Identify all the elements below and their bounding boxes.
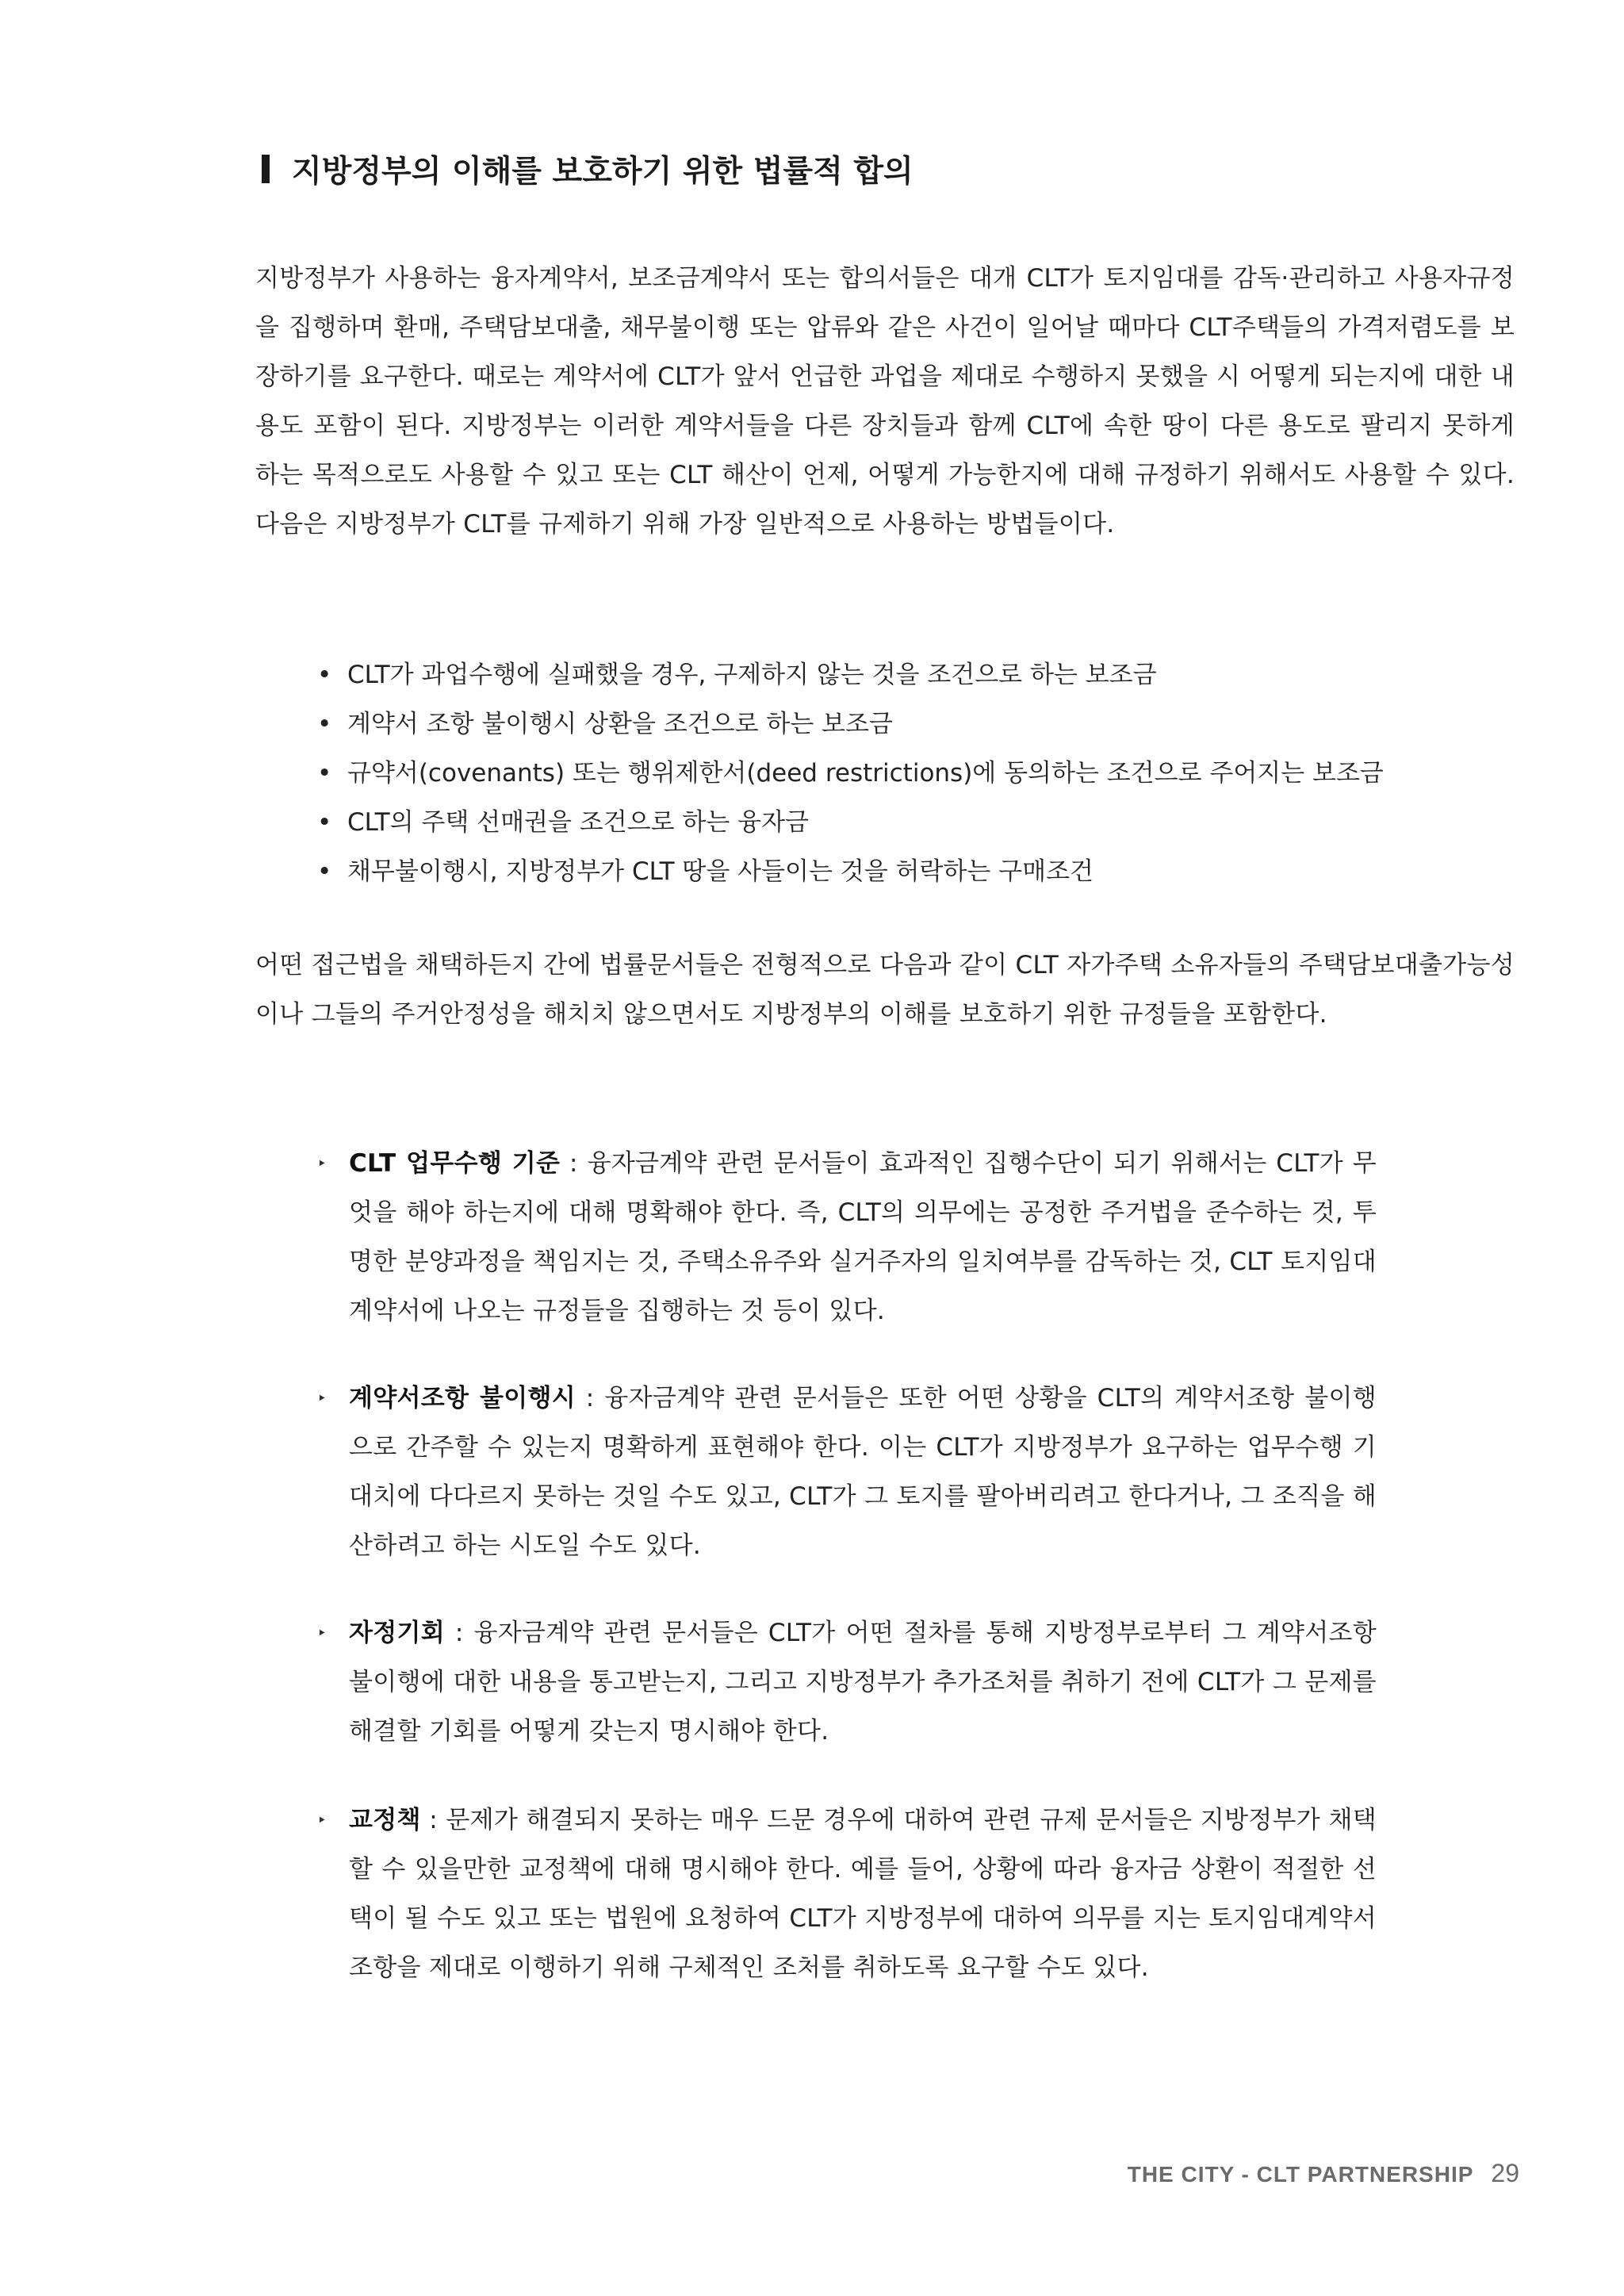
page-number: 29 <box>1491 2159 1519 2187</box>
arrow-bullet-icon: ‣ <box>317 1811 327 1830</box>
arrow-bullet-icon: ‣ <box>317 1389 327 1408</box>
provision-term: 계약서조항 불이행시 <box>349 1384 576 1412</box>
second-paragraph: 어떤 접근법을 채택하든지 간에 법률문서들은 전형적으로 다음과 같이 CLT 자가주택 소유자들의 주택담보대출가능성이나 그들의 주거안정성을 해치치 않으면서도 지방정부의 이해를 보호하기 위한 규정들을 포함한다. <box>255 951 1515 1029</box>
footer-title: THE CITY - CLT PARTNERSHIP <box>1127 2162 1474 2187</box>
provision-item-remedies: ‣ 교정책 : 문제가 해결되지 못하는 매우 드문 경우에 대하여 관련 규제 문서들은 지방정부가 채택할 수 있을만한 교정책에 대해 명시해야 한다. 예를 들어, 상황에 따라 융자금 상환이 적절한 선택이 될 수도 있고 또는 법원에 요청하여 CLT가 지방정부에 대하여 의무를 지는 토지임대계약서 조항을 제대로 이행하기 위해 구체적인 조처를 취하도록 요구할 수도 있다. <box>317 1796 1377 1992</box>
bullet-list <box>317 650 1522 896</box>
provision-body: 융자금계약 관련 문서들은 또한 어떤 상황을 CLT의 계약서조항 불이행으로 간주할 수 있는지 명확하게 표현해야 한다. 이는 CLT가 지방정부가 요구하는 업무수행 기대치에 다다르지 못하는 것일 수도 있고, CLT가 그 토지를 팔아버리려고 한다거나, 그 조직을 해산하려고 하는 시도일 수도 있다. <box>349 1384 1377 1560</box>
list-item: • CLT가 과업수행에 실패했을 경우, 구제하지 않는 것을 조건으로 하는 보조금 <box>317 650 1522 700</box>
section-heading-text: 지방정부의 이해를 보호하기 위한 법률적 합의 <box>292 154 914 190</box>
provision-term: 자정기회 <box>349 1619 445 1647</box>
page-footer <box>1128 2159 1519 2188</box>
list-item: • 규약서(covenants) 또는 행위제한서(deed restrictions)에 동의하는 조건으로 주어지는 보조금 <box>317 749 1522 798</box>
provision-body: 융자금계약 관련 문서들은 CLT가 어떤 절차를 통해 지방정부로부터 그 계약서조항 불이행에 대한 내용을 통고받는지, 그리고 지방정부가 추가조처를 취하기 전에 CLT가 그 문제를 해결할 기회를 어떻게 갖는지 명시해야 한다. <box>349 1619 1377 1746</box>
list-item: • 채무불이행시, 지방정부가 CLT 땅을 사들이는 것을 허락하는 구매조건 <box>317 847 1522 896</box>
provision-item-performance: ‣ CLT 업무수행 기준 : 융자금계약 관련 문서들이 효과적인 집행수단이 되기 위해서는 CLT가 무엇을 해야 하는지에 대해 명확해야 한다. 즉, CLT의 의무에는 공정한 주거법을 준수하는 것, 투명한 분양과정을 책임지는 것, 주택소유주와 실거주자의 일치여부를 감독하는 것, CLT 토지임대계약서에 나오는 규정들을 집행하는 것 등이 있다. <box>317 1139 1377 1336</box>
bullet-dot-icon: • <box>317 759 332 788</box>
provision-term: 교정책 <box>349 1806 421 1834</box>
provision-body: 융자금계약 관련 문서들이 효과적인 집행수단이 되기 위해서는 CLT가 무엇을 해야 하는지에 대해 명확해야 한다. 즉, CLT의 의무에는 공정한 주거법을 준수하는 것, 투명한 분양과정을 책임지는 것, 주택소유주와 실거주자의 일치여부를 감독하는 것, CLT 토지임대계약서에 나오는 규정들을 집행하는 것 등이 있다. <box>349 1149 1377 1325</box>
bullet-dot-icon: • <box>317 661 332 689</box>
heading-bar-mark <box>262 155 270 183</box>
arrow-bullet-icon: ‣ <box>317 1154 327 1173</box>
bullet-dot-icon: • <box>317 710 332 738</box>
provision-item-default: ‣ 계약서조항 불이행시 : 융자금계약 관련 문서들은 또한 어떤 상황을 CLT의 계약서조항 불이행으로 간주할 수 있는지 명확하게 표현해야 한다. 이는 CLT가 지방정부가 요구하는 업무수행 기대치에 다다르지 못하는 것일 수도 있고, CLT가 그 토지를 팔아버리려고 한다거나, 그 조직을 해산하려고 하는 시도일 수도 있다. <box>317 1374 1377 1570</box>
list-item: • CLT의 주택 선매권을 조건으로 하는 융자금 <box>317 798 1522 847</box>
provision-body: 문제가 해결되지 못하는 매우 드문 경우에 대하여 관련 규제 문서들은 지방정부가 채택할 수 있을만한 교정책에 대해 명시해야 한다. 예를 들어, 상황에 따라 융자금 상환이 적절한 선택이 될 수도 있고 또는 법원에 요청하여 CLT가 지방정부에 대하여 의무를 지는 토지임대계약서 조항을 제대로 이행하기 위해 구체적인 조처를 취하도록 요구할 수도 있다. <box>349 1806 1377 1982</box>
list-item: • 계약서 조항 불이행시 상환을 조건으로 하는 보조금 <box>317 700 1522 749</box>
bullet-dot-icon: • <box>317 857 332 886</box>
intro-paragraph: 지방정부가 사용하는 융자계약서, 보조금계약서 또는 합의서들은 대개 CLT가 토지임대를 감독·관리하고 사용자규정을 집행하며 환매, 주택담보대출, 채무불이행 또는 압류와 같은 사건이 일어날 때마다 CLT주택들의 가격저렴도를 보장하기를 요구한다. 때로는 계약서에 CLT가 앞서 언급한 과업을 제대로 수행하지 못했을 시 어떻게 되는지에 대한 내용도 포함이 된다. 지방정부는 이러한 계약서들을 다른 장치들과 함께 CLT에 속한 땅이 다른 용도로 팔리지 못하게 하는 목적으로도 사용할 수 있고 또는 CLT 해산이 언제, 어떻게 가능한지에 대해 규정하기 위해서도 사용할 수 있다. 다음은 지방정부가 CLT를 규제하기 위해 가장 일반적으로 사용하는 방법들이다. <box>255 264 1515 539</box>
bullet-dot-icon: • <box>317 808 332 837</box>
section-heading <box>262 144 914 194</box>
provision-item-cure: ‣ 자정기회 : 융자금계약 관련 문서들은 CLT가 어떤 절차를 통해 지방정부로부터 그 계약서조항 불이행에 대한 내용을 통고받는지, 그리고 지방정부가 추가조처를 취하기 전에 CLT가 그 문제를 해결할 기회를 어떻게 갖는지 명시해야 한다. <box>317 1608 1377 1756</box>
arrow-bullet-icon: ‣ <box>317 1623 327 1642</box>
provision-term: CLT 업무수행 기준 <box>349 1149 561 1178</box>
